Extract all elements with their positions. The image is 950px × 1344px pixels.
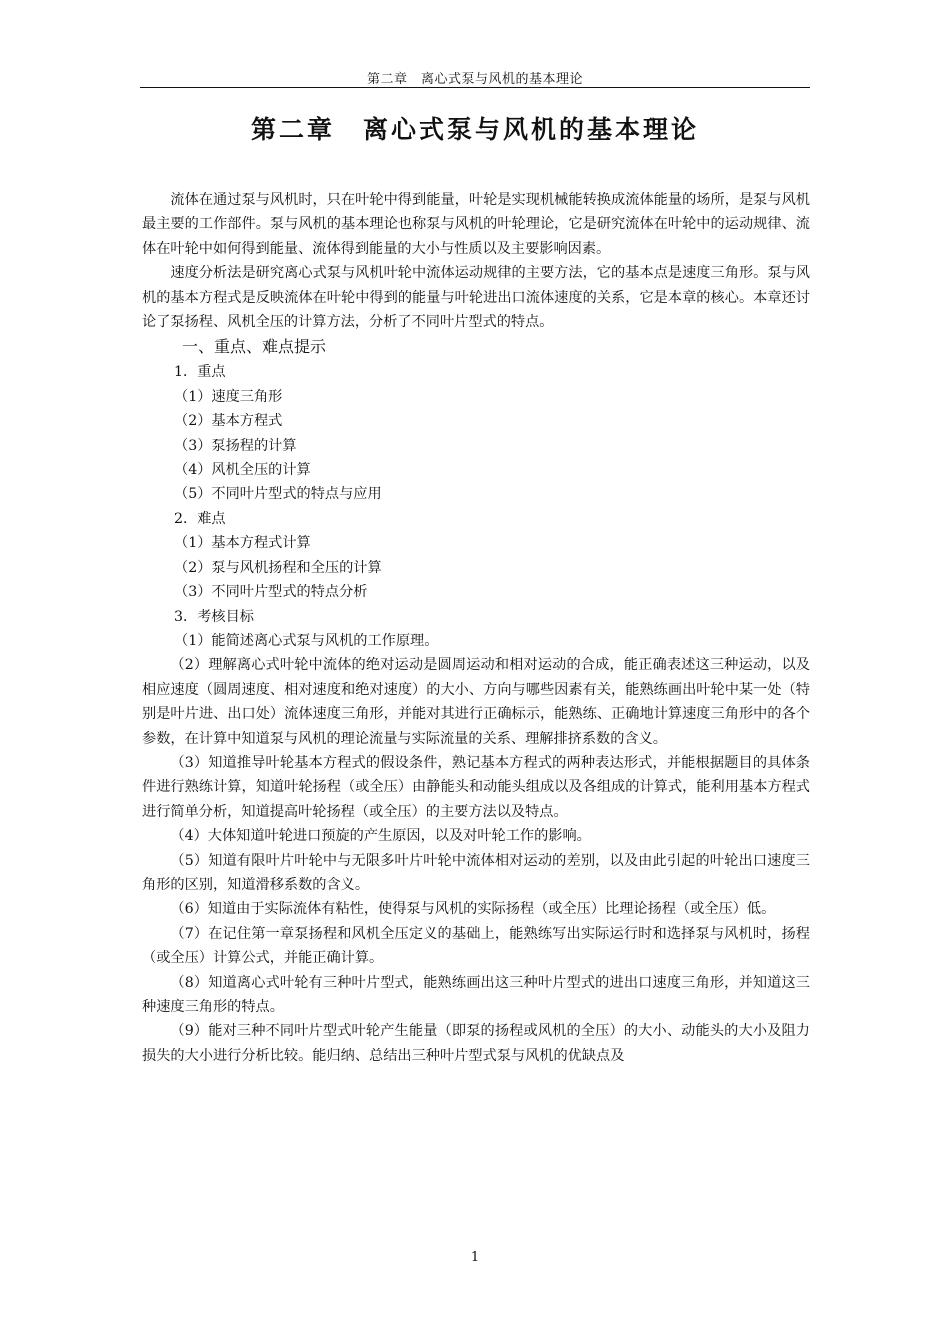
intro-paragraph-2: 速度分析法是研究离心式泵与风机叶轮中流体运动规律的主要方法，它的基本点是速度三角形。泵与风机的基本方程式是反映流体在叶轮中得到的能量与叶轮进出口流体速度的关系，它是本章的核心。本章还讨论了泵扬程、风机全压的计算方法，分析了不同叶片型式的特点。 <box>142 265 810 331</box>
key-points-label: 1．重点 <box>174 364 226 381</box>
list-item: （2）基本方程式 <box>174 413 283 430</box>
objective-item: （8）知道离心式叶轮有三种叶片型式，能熟练画出这三种叶片型式的进出口速度三角形，并知道这三种速度三角形的特点。 <box>142 974 810 1015</box>
running-header: 第二章 离心式泵与风机的基本理论 <box>366 72 583 87</box>
difficult-points-label: 2．难点 <box>174 510 226 527</box>
list-item: （3）不同叶片型式的特点分析 <box>174 584 368 601</box>
body-text <box>142 188 810 1068</box>
list-item: （2）泵与风机扬程和全压的计算 <box>174 559 382 576</box>
objective-item: （7）在记住第一章泵扬程和风机全压定义的基础上，能熟练写出实际运行时和选择泵与风机时，扬程（或全压）计算公式，并能正确计算。 <box>142 925 810 967</box>
page-number: 1 <box>470 1250 480 1265</box>
intro-paragraph-1: 流体在通过泵与风机时，只在叶轮中得到能量，叶轮是实现机械能转换成流体能量的场所，是泵与风机最主要的工作部件。泵与风机的基本理论也称泵与风机的叶轮理论，它是研究流体在叶轮中的运动规律、流体在叶轮中如何得到能量、流体得到能量的大小与性质以及主要影响因素。 <box>142 192 810 257</box>
list-item: （1）速度三角形 <box>174 388 283 405</box>
objective-item: （4）大体知道叶轮进口预旋的产生原因，以及对叶轮工作的影响。 <box>170 828 591 845</box>
list-item: （3）泵扬程的计算 <box>174 437 297 454</box>
chapter-title: 第二章 离心式泵与风机的基本理论 <box>250 115 699 144</box>
header-rule <box>140 87 810 88</box>
objectives-label: 3．考核目标 <box>174 608 254 625</box>
objective-item: （5）知道有限叶片叶轮中与无限多叶片叶轮中流体相对运动的差别，以及由此引起的叶轮出口速度三角形的区别，知道滑移系数的含义。 <box>142 852 810 893</box>
list-item: （4）风机全压的计算 <box>174 462 311 479</box>
list-item: （1）基本方程式计算 <box>174 535 311 552</box>
list-item: （5）不同叶片型式的特点与应用 <box>174 486 382 503</box>
objective-item: （2）理解离心式叶轮中流体的绝对运动是圆周运动和相对运动的合成，能正确表述这三种运动，以及相应速度（圆周速度、相对速度和绝对速度）的大小、方向与哪些因素有关，能熟练画出叶轮中某一处（特别是叶片进、出口处）流体速度三角形，并能对其进行正确标示，能熟练、正确地计算速度三角形中的各个参数，在计算中知道泵与风机的理论流量与实际流量的关系、理解排挤系数的含义。 <box>142 657 810 747</box>
objective-item: （6）知道由于实际流体有粘性，使得泵与风机的实际扬程（或全压）比理论扬程（或全压）低。 <box>170 901 776 918</box>
objective-item: （9）能对三种不同叶片型式叶轮产生能量（即泵的扬程或风机的全压）的大小、动能头的大小及阻力损失的大小进行分析比较。能归纳、总结出三种叶片型式泵与风机的优缺点及 <box>142 1023 810 1064</box>
objective-item: （1）能简述离心式泵与风机的工作原理。 <box>174 632 439 649</box>
section-heading: 一、重点、难点提示 <box>182 337 327 357</box>
objective-item: （3）知道推导叶轮基本方程式的假设条件，熟记基本方程式的两种表达形式，并能根据题目的具体条件进行熟练计算，知道叶轮扬程（或全压）由静能头和动能头组成以及各组成的计算式，能利用基本方程式进行简单分析，知道提高叶轮扬程（或全压）的主要方法以及特点。 <box>142 754 810 820</box>
